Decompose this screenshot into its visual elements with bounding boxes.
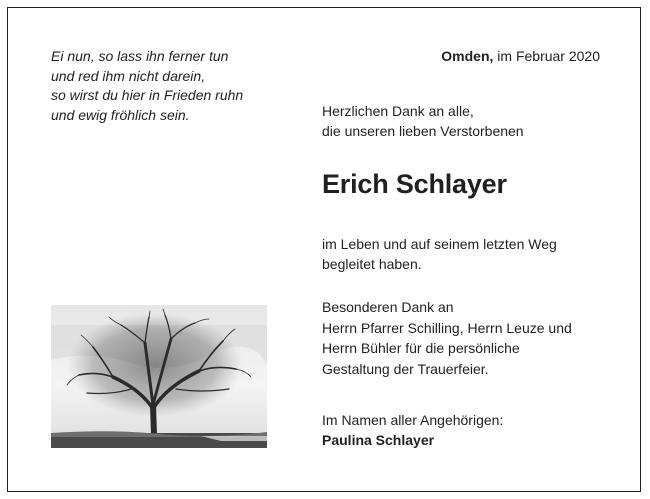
thanks-text bbox=[322, 101, 524, 141]
special-thanks-line: Herrn Bühler für die persönliche bbox=[322, 340, 520, 356]
special-thanks-line: Gestaltung der Trauerfeier. bbox=[322, 360, 489, 377]
thanks-line: Herzlichen Dank an alle, bbox=[322, 103, 474, 119]
special-thanks-line: Herrn Pfarrer Schilling, Herrn Leuze und bbox=[322, 319, 572, 336]
thanks-line: die unseren lieben Verstorbenen bbox=[322, 123, 524, 139]
verse-line: und red ihm nicht darein, bbox=[51, 67, 206, 84]
family-intro: Im Namen aller Angehörigen: bbox=[322, 412, 504, 428]
life-text bbox=[322, 234, 557, 274]
place: Omden, bbox=[441, 48, 494, 64]
special-thanks bbox=[322, 297, 572, 379]
date: im Februar 2020 bbox=[497, 48, 600, 64]
deceased-name: Erich Schlayer bbox=[322, 169, 507, 199]
verse-line: und ewig fröhlich sein. bbox=[51, 106, 190, 123]
verse-line: Ei nun, so lass ihn ferner tun bbox=[51, 48, 229, 64]
tree-photo-icon bbox=[51, 305, 267, 448]
signer-name: Paulina Schlayer bbox=[322, 432, 435, 448]
life-line: im Leben und auf seinem letzten Weg bbox=[322, 236, 557, 252]
family-signature bbox=[322, 410, 503, 450]
verse bbox=[51, 47, 243, 125]
special-thanks-line: Besonderen Dank an bbox=[322, 299, 454, 315]
verse-line: so wirst du hier in Frieden ruhn bbox=[51, 87, 244, 103]
life-line: begleitet haben. bbox=[322, 256, 422, 272]
place-date bbox=[441, 47, 600, 67]
